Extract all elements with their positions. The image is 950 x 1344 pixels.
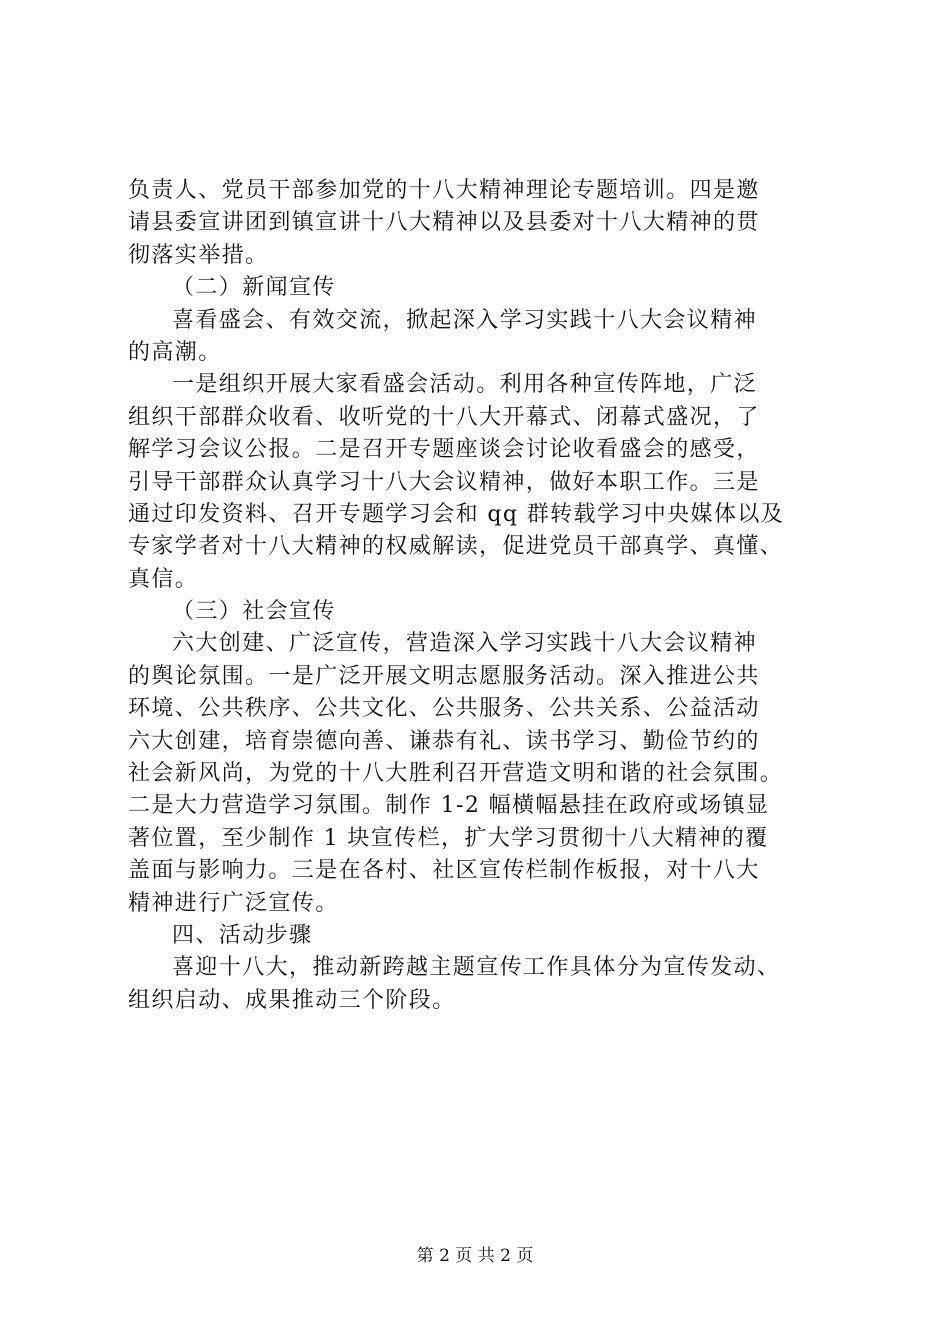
text-line: 四、活动步骤 [172,922,313,948]
text-line: 一是组织开展大家看盛会活动。利用各种宣传阵地，广泛 [172,372,758,398]
text-line: 的舆论氛围。一是广泛开展文明志愿服务活动。深入推进公共 [128,663,760,689]
text-line: 组织启动、成果推动三个阶段。 [128,987,456,1013]
text-line: 六大创建，培育崇德向善、谦恭有礼、读书学习、勤俭节约的 [128,728,760,754]
page-footer: 第 2 页 共 2 页 [416,1246,534,1266]
text-line: 喜看盛会、有效交流，掀起深入学习实践十八大会议精神 [172,307,758,333]
text-line: 组织干部群众收看、收听党的十八大开幕式、闭幕式盛况，了 [128,404,760,430]
text-line: 环境、公共秩序、公共文化、公共服务、公共关系、公益活动 [128,696,760,722]
text-line: 真信。 [128,566,199,592]
text-line: 引导干部群众认真学习十八大会议精神，做好本职工作。三是 [128,469,760,495]
document-body [128,175,848,1017]
text-line: 二是大力营造学习氛围。制作 1-2 幅横幅悬挂在政府或场镇显 [128,793,770,819]
text-line: 社会新风尚，为党的十八大胜利召开营造文明和谐的社会氛围。 [128,761,784,787]
text-line: 请县委宣讲团到镇宣讲十八大精神以及县委对十八大精神的贯 [128,210,760,236]
text-line: （二）新闻宣传 [172,275,336,301]
text-line: 精神进行广泛宣传。 [128,890,339,916]
text-line: 负责人、党员干部参加党的十八大精神理论专题培训。四是邀 [128,178,760,203]
text-line: 喜迎十八大，推动新跨越主题宣传工作具体分为宣传发动、 [172,955,781,981]
text-line: 盖面与影响力。三是在各村、社区宣传栏制作板报，对十八大 [128,858,760,884]
text-line: 专家学者对十八大精神的权威解读，促进党员干部真学、真懂、 [128,534,784,560]
text-line: 彻落实举措。 [128,242,269,268]
text-line: 六大创建、广泛宣传，营造深入学习实践十八大会议精神 [172,631,758,657]
text-line: 通过印发资料、召开专题学习会和 qq 群转载学习中央媒体以及 [128,501,785,527]
text-line: 解学习会议公报。二是召开专题座谈会讨论收看盛会的感受， [128,437,760,463]
text-line: 著位置，至少制作 1 块宣传栏，扩大学习贯彻十八大精神的覆 [128,825,769,851]
text-line: 的高潮。 [128,339,222,365]
text-line: （三）社会宣传 [172,599,336,625]
